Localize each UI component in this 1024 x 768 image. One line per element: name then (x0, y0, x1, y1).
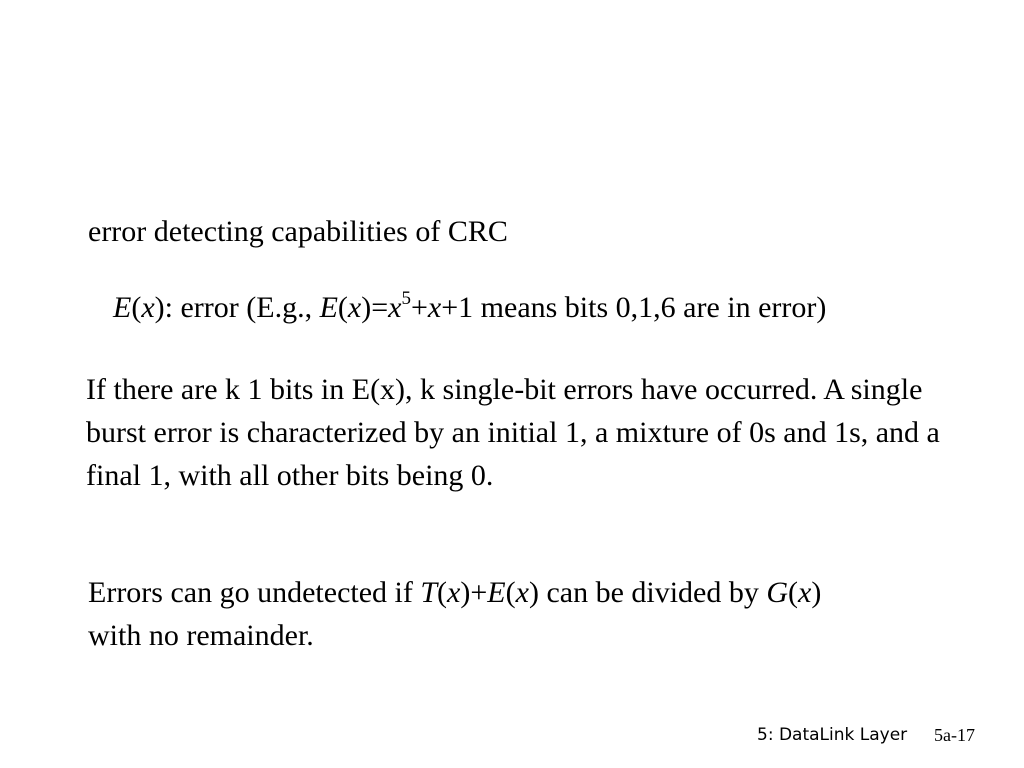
footer-chapter-title: 5: DataLink Layer (757, 725, 908, 745)
para-var-x: x (798, 576, 812, 609)
error-polynomial-definition (113, 288, 826, 328)
formula-e: E (113, 291, 132, 324)
formula-x: x (141, 291, 155, 324)
undetected-errors-paragraph (88, 571, 968, 657)
formula-x: x (427, 291, 442, 324)
para-var-g: G (766, 576, 789, 609)
formula-text: ( (337, 291, 348, 324)
para-var-x: x (515, 576, 529, 609)
formula-x: x (347, 291, 362, 324)
para-var-t: T (420, 576, 438, 609)
para-text: ( (437, 576, 448, 609)
para-var-x: x (447, 576, 461, 609)
formula-text: ): error (E.g., (154, 291, 320, 324)
formula-text: +1 means bits 0,1,6 are in error) (441, 291, 827, 324)
slide-heading: error detecting capabilities of CRC (88, 215, 508, 248)
para-var-e: E (487, 576, 506, 609)
para-text: ) (811, 576, 822, 609)
formula-text: )= (361, 291, 389, 324)
formula-text: + (411, 291, 428, 324)
para-text: ( (788, 576, 799, 609)
para-text: ( (505, 576, 516, 609)
burst-error-paragraph: If there are k 1 bits in E(x), k single-bit errors have occurred. A single burst error is characterized by an initial 1, a mixture of 0s and 1s, and a final 1, with all other bits being 0. (86, 373, 940, 492)
formula-exponent: 5 (401, 288, 411, 309)
formula-text: ( (131, 291, 142, 324)
para-text: ) can be divided by (528, 576, 767, 609)
para-text: with no remainder. (88, 619, 314, 652)
footer-page-number: 5a-17 (934, 725, 975, 745)
para-text: Errors can go undetected if (88, 576, 421, 609)
formula-x: x (388, 291, 402, 324)
para-text: )+ (460, 576, 488, 609)
formula-e: E (319, 291, 338, 324)
